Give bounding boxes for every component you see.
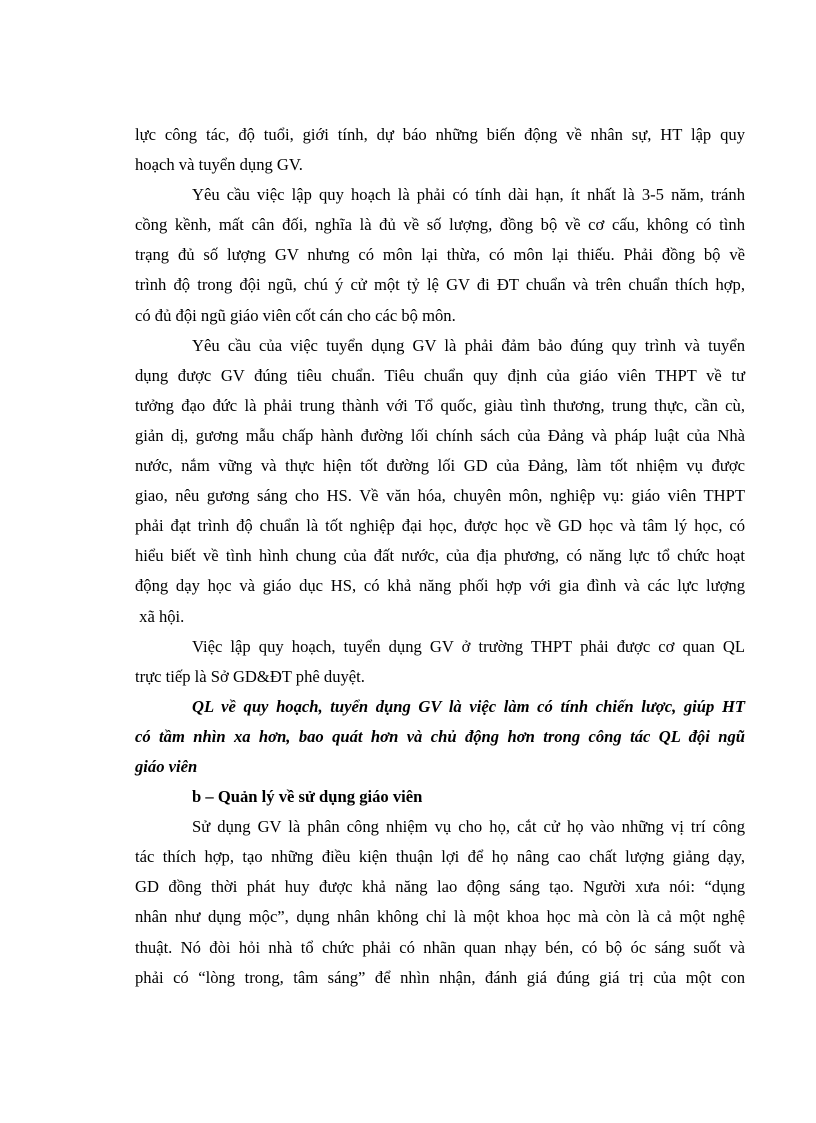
text-line: cồng kềnh, mất cân đối, nghĩa là đủ về số lượng, đồng bộ về cơ cấu, không có tình bbox=[135, 215, 745, 235]
text-line: trạng đủ số lượng GV nhưng có môn lại thừa, có môn lại thiếu. Phải đồng bộ về bbox=[135, 245, 745, 265]
text-line: GD đồng thời phát huy được khả năng lao động sáng tạo. Người xưa nói: “dụng bbox=[135, 877, 745, 897]
section-heading bbox=[135, 782, 745, 812]
text-line: giao, nêu gương sáng cho HS. Về văn hóa, chuyên môn, nghiệp vụ: giáo viên THPT bbox=[135, 486, 745, 506]
text-line: Sử dụng GV là phân công nhiệm vụ cho họ, cắt cử họ vào những vị trí công bbox=[192, 817, 745, 837]
text-line: có đủ đội ngũ giáo viên cốt cán cho các bộ môn. bbox=[135, 305, 456, 325]
text-line: động dạy học và giáo dục HS, có khả năng phối hợp với gia đình và các lực lượng bbox=[135, 576, 745, 596]
text-line: Yêu cầu của việc tuyển dụng GV là phải đảm bảo đúng quy trình và tuyển bbox=[192, 335, 745, 355]
text-line: trực tiếp là Sở GD&ĐT phê duyệt. bbox=[135, 666, 365, 686]
paragraph bbox=[135, 632, 745, 692]
paragraph bbox=[135, 331, 745, 632]
text-line: dụng được GV đúng tiêu chuẩn. Tiêu chuẩn quy định của giáo viên THPT về tư bbox=[135, 365, 745, 385]
text-line: QL về quy hoạch, tuyển dụng GV là việc làm có tính chiến lược, giúp HT bbox=[192, 696, 745, 716]
text-line: lực công tác, độ tuổi, giới tính, dự báo những biến động về nhân sự, HT lập quy bbox=[135, 125, 745, 144]
emphasis-paragraph bbox=[135, 692, 745, 782]
text-line: phải có “lòng trong, tâm sáng” để nhìn nhận, đánh giá đúng giá trị của một con bbox=[135, 967, 745, 987]
text-line: tưởng đạo đức là phải trung thành với Tổ quốc, giàu tình thương, trung thực, cần cù, bbox=[135, 395, 745, 415]
paragraph bbox=[135, 812, 745, 993]
text-line: nước, nắm vững và thực hiện tốt đường lối GD của Đảng, làm tốt nhiệm vụ được bbox=[135, 456, 745, 476]
text-line: hoạch và tuyển dụng GV. bbox=[135, 155, 303, 175]
paragraph bbox=[135, 180, 745, 330]
heading-text: b – Quản lý về sử dụng giáo viên bbox=[192, 787, 423, 807]
text-line: Việc lập quy hoạch, tuyển dụng GV ở trường THPT phải được cơ quan QL bbox=[192, 636, 745, 656]
text-line: tác thích hợp, tạo những điều kiện thuận lợi để họ nâng cao chất lượng giảng dạy, bbox=[135, 847, 745, 867]
text-line: nhân như dụng mộc”, dụng nhân không chỉ là một khoa học mà còn là cả một nghệ bbox=[135, 907, 745, 927]
text-line: thuật. Nó đòi hỏi nhà tổ chức phải có nhãn quan nhạy bén, có bộ óc sáng suốt và bbox=[135, 937, 745, 957]
text-line: giáo viên bbox=[135, 756, 198, 776]
paragraph bbox=[135, 120, 745, 180]
text-line: Yêu cầu việc lập quy hoạch là phải có tính dài hạn, ít nhất là 3-5 năm, tránh bbox=[192, 185, 745, 205]
text-line: giản dị, gương mẫu chấp hành đường lối chính sách của Đảng và pháp luật của Nhà bbox=[135, 425, 745, 445]
text-line: phải đạt trình độ chuẩn là tốt nghiệp đại học, được học về GD học và tâm lý học, có bbox=[135, 516, 745, 536]
text-line: có tầm nhìn xa hơn, bao quát hơn và chủ động hơn trong công tác QL đội ngũ bbox=[135, 726, 745, 746]
text-line: trình độ trong đội ngũ, chú ý cử một tỷ lệ GV đi ĐT chuẩn và trên chuẩn thích hợp, bbox=[135, 275, 745, 295]
document-page bbox=[135, 120, 745, 993]
text-line: xã hội. bbox=[135, 606, 185, 626]
text-line: hiểu biết về tình hình chung của đất nước, của địa phương, có năng lực tổ chức hoạt bbox=[135, 546, 745, 566]
